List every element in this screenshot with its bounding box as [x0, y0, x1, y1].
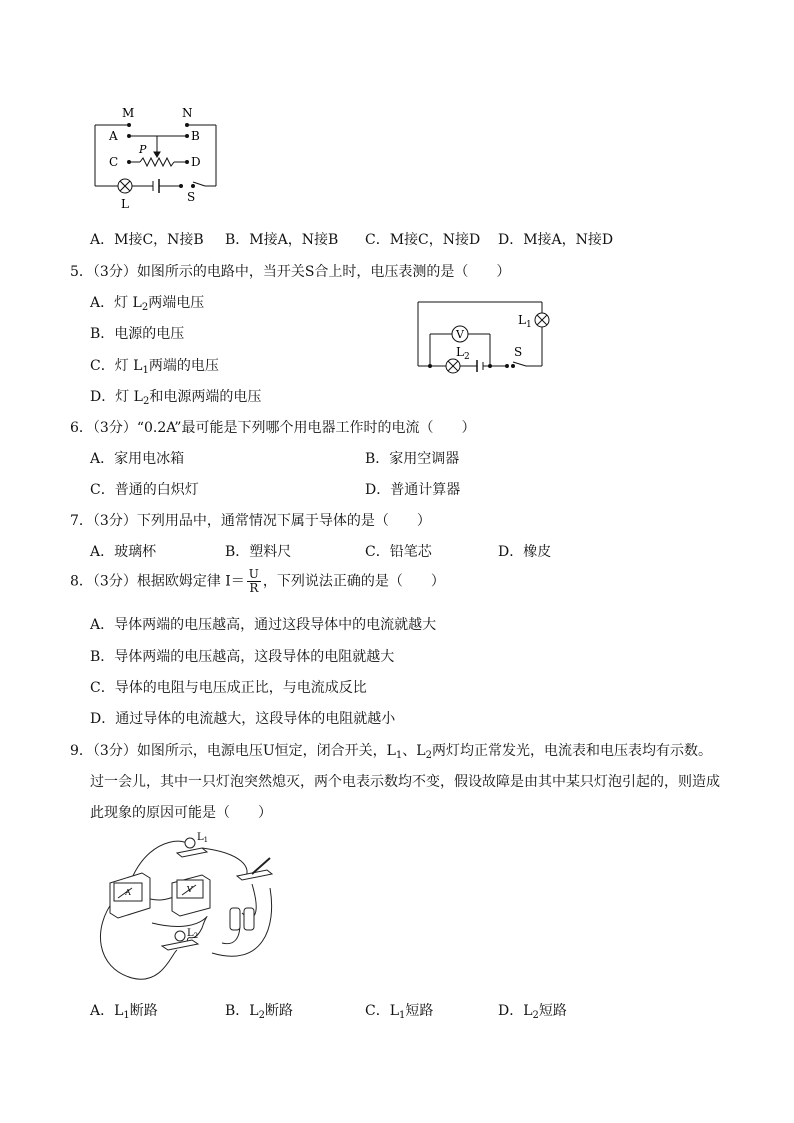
label-L2: $L_2$: [187, 928, 199, 940]
q5-option-c: C．灯 $L_1$两端的电压: [90, 358, 219, 376]
q5-option-d: D．灯 $L_2$和电源两端的电压: [90, 389, 262, 407]
label-S: S: [514, 345, 523, 359]
q4-option-b: B．M接A，N接B: [225, 232, 339, 248]
ammeter-label: A: [125, 888, 131, 897]
label-P: P: [139, 143, 147, 156]
q6-option-b: B．家用空调器: [365, 451, 460, 467]
q9-option-c: C．$L_1$短路: [365, 1003, 434, 1021]
q8-option-d: D．通过导体的电流越大，这段导体的电阻就越小: [90, 711, 396, 727]
q4-option-c: C．M接C，N接D: [365, 232, 481, 248]
label-C: C: [109, 155, 119, 169]
q9-circuit-sketch: [92, 828, 282, 988]
q6-option-a: A．家用电冰箱: [90, 451, 185, 467]
q5-stem: 5．（3分）如图所示的电路中，当开关S合上时，电压表测的是（ ）: [70, 264, 511, 280]
q9-option-a: A．$L_1$断路: [90, 1003, 158, 1021]
q7-option-a: A．玻璃杯: [90, 544, 157, 560]
q7-option-c: C．铅笔芯: [365, 544, 432, 560]
label-M: M: [122, 106, 135, 120]
label-L1: $L_1$: [197, 832, 209, 844]
label-D: D: [191, 155, 201, 169]
label-L1: $L_1$: [518, 313, 532, 330]
q9-stem-line1: 9．（3分）如图所示，电源电压U恒定，闭合开关，$L_1$、$L_2$两灯均正常发光，电流表和电压表均有示数。: [70, 743, 712, 761]
label-B: B: [191, 129, 200, 143]
q8-option-a: A．导体两端的电压越高，通过这段导体中的电流就越大: [90, 617, 437, 633]
label-L2: $L_2$: [456, 345, 470, 362]
q5-circuit-diagram: [410, 296, 555, 376]
q6-option-c: C．普通的白炽灯: [90, 482, 199, 498]
q8-stem: 8．（3分）根据欧姆定律 I＝ $\frac{U}{R}$ ，下列说法正确的是（ ）: [70, 567, 445, 595]
label-N: N: [182, 106, 193, 120]
q5-option-b: B．电源的电压: [90, 326, 185, 342]
q4-circuit-diagram: [85, 100, 235, 215]
voltmeter-label: V: [456, 328, 464, 341]
q8-option-b: B．导体两端的电压越高，这段导体的电阻就越大: [90, 649, 395, 665]
q7-option-d: D．橡皮: [498, 544, 552, 560]
q6-option-d: D．普通计算器: [365, 482, 461, 498]
label-A: A: [109, 129, 118, 143]
q9-stem-line2: 过一会儿，其中一只灯泡突然熄灭，两个电表示数均不变，假设故障是由其中某只灯泡引起的，则造成: [90, 774, 720, 790]
ohm-law-fraction: $\frac{U}{R}$: [248, 567, 259, 595]
q7-stem: 7．（3分）下列用品中，通常情况下属于导体的是（ ）: [70, 513, 431, 529]
q9-option-b: B．$L_2$断路: [225, 1003, 293, 1021]
q4-option-a: A．M接C，N接B: [90, 232, 204, 248]
label-S: S: [187, 190, 196, 204]
q8-option-c: C．导体的电阻与电压成正比，与电流成反比: [90, 680, 367, 696]
label-L: L: [121, 197, 129, 211]
q9-option-d: D．$L_2$短路: [498, 1003, 567, 1021]
voltmeter-label: V: [187, 885, 193, 894]
q6-stem: 6．（3分）“0.2A”最可能是下列哪个用电器工作时的电流（ ）: [70, 420, 476, 436]
q9-stem-line3: 此现象的原因可能是（ ）: [90, 805, 272, 821]
q5-option-a: A．灯 $L_2$两端电压: [90, 295, 205, 313]
q4-option-d: D．M接A，N接D: [498, 232, 614, 248]
q7-option-b: B．塑料尺: [225, 544, 292, 560]
